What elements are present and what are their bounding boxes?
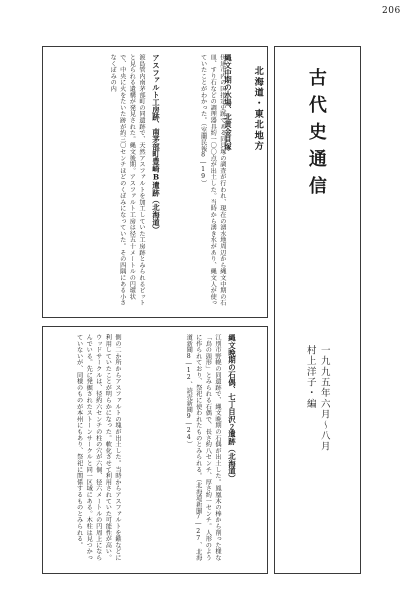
article-heading-1: 縄文中期の水場、北黄金貝塚 <box>223 54 233 151</box>
article-text-1: 伊達市内の国指定史跡である同貝塚の調査が行われ、現在の湧水地周辺から縄文中期の石皿、すり石などの調理器具約一〇〇点が出土した。当時から湧き水があり、縄文人が使っていたことがわかった。（室蘭民報8―19） <box>199 54 226 306</box>
article-text-3: 側の二か所からアスファルトの塊が出土した。当時からアスファルトを鏃などに利用していたことが明らかになった。軟化させて利用されていた可能性が高い。ウッドサークルは、径約六センチの柱の穴が六個、径六メートルの円周上にならんでいる。先に発掘されたストーンサークルと同一区域にある。木柱は見つかっていないが、同様のものが本州にもあり、祭祀に関係するものとみられる。 <box>75 334 121 561</box>
region-heading: 北海道・東北地方 <box>252 66 264 152</box>
article-text-2: 渡島管内南茅部町の同遺跡で、天然アスファルトを加工していた工房跡とみられるピットと見られる遺構が発見された。縄文後期。アスファルト工房は径五十メートルの円環状で、中央に火をたいた跡が約三〇センチほどのくぼみになっていた。その四隅にある小さなくぼみの内 <box>109 54 145 306</box>
journal-title: 古代史通信 <box>305 68 327 203</box>
page-number: 206 <box>382 6 401 16</box>
compiler: 村上洋子・編 <box>304 345 316 410</box>
article-heading-4: 縄文晩期の石偶、七丁目沢２遺跡（北海道） <box>227 334 237 482</box>
date-range: 一九九五年六月～八月 <box>318 345 330 452</box>
article-heading-2: アスファルト工房跡、南茅部町豊崎B遺跡（北海道） <box>151 54 161 234</box>
article-text-4: 江別市野幌の同遺跡で、縄文晩期の石偶が出土した。鳳凰木の棒から削った様な「鳥の頭形」とみられる石偶で、長さ約八センチ、厚さ約一センチ。人形のように作られており、祭祀に使われたものとみられる。（北海道新聞7―27、北海道新聞8―12、読売新聞9―24） <box>185 334 221 561</box>
